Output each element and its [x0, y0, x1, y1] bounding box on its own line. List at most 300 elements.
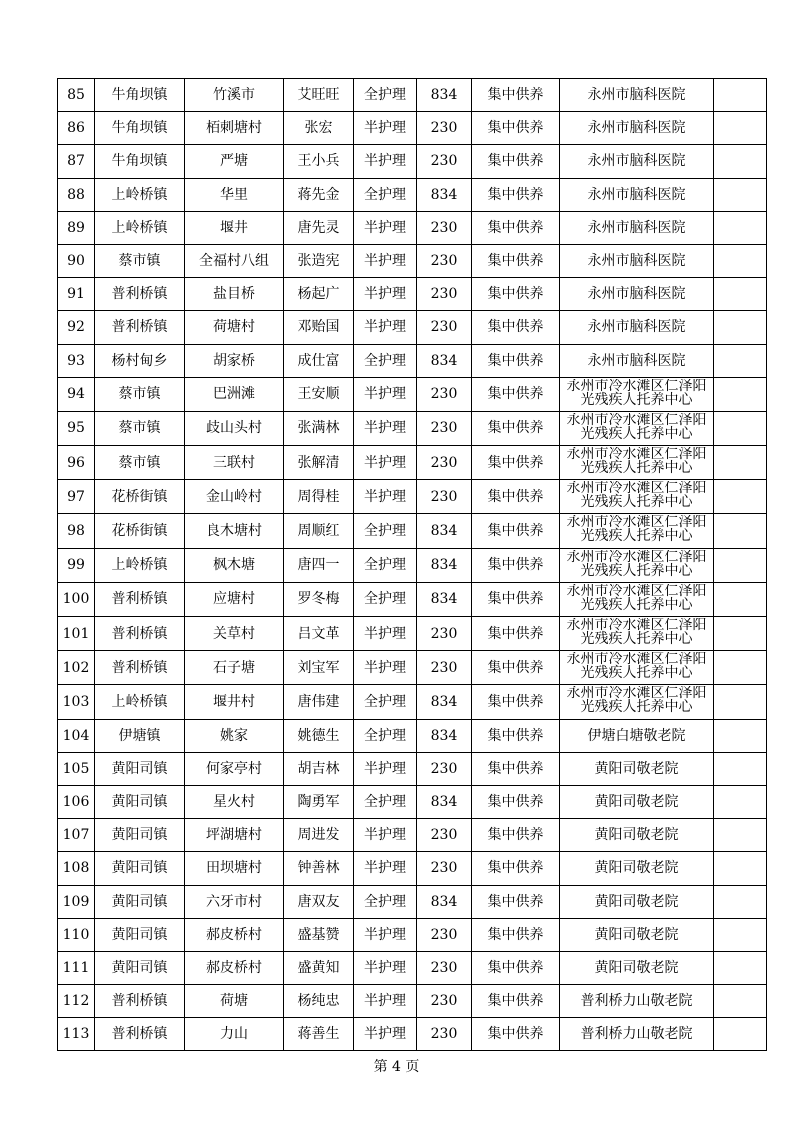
row-number: 93 — [58, 344, 95, 377]
village-cell: 三联村 — [185, 446, 284, 480]
support-mode-cell: 集中供养 — [472, 785, 560, 818]
care-level-cell: 半护理 — [354, 617, 417, 651]
institution-text: 永州市冷水滩区仁泽阳光残疾人托养中心 — [566, 378, 707, 408]
row-number: 85 — [58, 79, 95, 112]
institution-cell — [560, 514, 714, 548]
row-number: 101 — [58, 617, 95, 651]
institution-cell: 永州市脑科医院 — [560, 244, 714, 277]
institution-cell — [560, 617, 714, 651]
name-cell: 王安顺 — [284, 377, 354, 411]
records-table — [57, 78, 767, 1051]
support-mode-cell: 集中供养 — [472, 145, 560, 178]
name-cell: 周进发 — [284, 819, 354, 852]
row-number: 108 — [58, 852, 95, 885]
row-number: 91 — [58, 278, 95, 311]
row-number: 96 — [58, 446, 95, 480]
support-mode-cell: 集中供养 — [472, 685, 560, 719]
row-number: 112 — [58, 985, 95, 1018]
institution-text: 永州市冷水滩区仁泽阳光残疾人托养中心 — [566, 515, 707, 545]
note-cell — [714, 311, 767, 344]
amount-cell: 230 — [417, 852, 472, 885]
name-cell: 盛黄知 — [284, 951, 354, 984]
row-number: 111 — [58, 951, 95, 984]
institution-cell: 黄阳司敬老院 — [560, 852, 714, 885]
town-cell: 伊塘镇 — [95, 719, 185, 752]
care-level-cell: 全护理 — [354, 719, 417, 752]
table-row — [58, 344, 767, 377]
town-cell: 普利桥镇 — [95, 1018, 185, 1051]
amount-cell: 230 — [417, 651, 472, 685]
village-cell: 坪湖塘村 — [185, 819, 284, 852]
table-row — [58, 278, 767, 311]
institution-cell: 黄阳司敬老院 — [560, 819, 714, 852]
village-cell: 应塘村 — [185, 582, 284, 616]
row-number: 94 — [58, 377, 95, 411]
village-cell: 栢刺塘村 — [185, 112, 284, 145]
amount-cell: 834 — [417, 719, 472, 752]
care-level-cell: 全护理 — [354, 344, 417, 377]
village-cell: 盐目桥 — [185, 278, 284, 311]
support-mode-cell: 集中供养 — [472, 951, 560, 984]
town-cell: 上岭桥镇 — [95, 548, 185, 582]
row-number: 87 — [58, 145, 95, 178]
amount-cell: 834 — [417, 344, 472, 377]
table-row — [58, 514, 767, 548]
table-row — [58, 985, 767, 1018]
care-level-cell: 半护理 — [354, 752, 417, 785]
institution-cell: 黄阳司敬老院 — [560, 951, 714, 984]
row-number: 107 — [58, 819, 95, 852]
village-cell: 田坝塘村 — [185, 852, 284, 885]
town-cell: 花桥街镇 — [95, 480, 185, 514]
institution-cell — [560, 446, 714, 480]
institution-cell — [560, 411, 714, 445]
town-cell: 普利桥镇 — [95, 311, 185, 344]
village-cell: 何家亭村 — [185, 752, 284, 785]
amount-cell: 834 — [417, 582, 472, 616]
support-mode-cell: 集中供养 — [472, 752, 560, 785]
note-cell — [714, 548, 767, 582]
amount-cell: 230 — [417, 278, 472, 311]
name-cell: 周得桂 — [284, 480, 354, 514]
name-cell: 蒋善生 — [284, 1018, 354, 1051]
town-cell: 黄阳司镇 — [95, 785, 185, 818]
support-mode-cell: 集中供养 — [472, 1018, 560, 1051]
row-number: 89 — [58, 211, 95, 244]
note-cell — [714, 752, 767, 785]
village-cell: 枫木塘 — [185, 548, 284, 582]
name-cell: 杨起广 — [284, 278, 354, 311]
note-cell — [714, 685, 767, 719]
town-cell: 蔡市镇 — [95, 244, 185, 277]
care-level-cell: 半护理 — [354, 480, 417, 514]
village-cell: 石子塘 — [185, 651, 284, 685]
table-row — [58, 885, 767, 918]
amount-cell: 834 — [417, 548, 472, 582]
note-cell — [714, 651, 767, 685]
row-number: 97 — [58, 480, 95, 514]
institution-text: 永州市冷水滩区仁泽阳光残疾人托养中心 — [566, 686, 707, 716]
care-level-cell: 半护理 — [354, 852, 417, 885]
table-row — [58, 1018, 767, 1051]
row-number: 106 — [58, 785, 95, 818]
care-level-cell: 半护理 — [354, 411, 417, 445]
institution-cell: 黄阳司敬老院 — [560, 785, 714, 818]
amount-cell: 230 — [417, 377, 472, 411]
support-mode-cell: 集中供养 — [472, 651, 560, 685]
amount-cell: 230 — [417, 480, 472, 514]
note-cell — [714, 278, 767, 311]
amount-cell: 230 — [417, 1018, 472, 1051]
support-mode-cell: 集中供养 — [472, 211, 560, 244]
care-level-cell: 半护理 — [354, 951, 417, 984]
note-cell — [714, 244, 767, 277]
row-number: 109 — [58, 885, 95, 918]
page-number: 第 4 页 — [373, 1059, 420, 1075]
care-level-cell: 半护理 — [354, 145, 417, 178]
institution-cell — [560, 377, 714, 411]
care-level-cell: 全护理 — [354, 885, 417, 918]
village-cell: 严塘 — [185, 145, 284, 178]
note-cell — [714, 951, 767, 984]
village-cell: 荷塘村 — [185, 311, 284, 344]
note-cell — [714, 785, 767, 818]
row-number: 99 — [58, 548, 95, 582]
name-cell: 唐伟建 — [284, 685, 354, 719]
table-row — [58, 112, 767, 145]
name-cell: 钟善林 — [284, 852, 354, 885]
name-cell: 张满林 — [284, 411, 354, 445]
amount-cell: 834 — [417, 785, 472, 818]
institution-text: 永州市冷水滩区仁泽阳光残疾人托养中心 — [566, 447, 707, 477]
village-cell: 竹溪市 — [185, 79, 284, 112]
table-row — [58, 617, 767, 651]
amount-cell: 230 — [417, 918, 472, 951]
institution-text: 永州市冷水滩区仁泽阳光残疾人托养中心 — [566, 652, 707, 682]
village-cell: 郝皮桥村 — [185, 951, 284, 984]
institution-text: 永州市冷水滩区仁泽阳光残疾人托养中心 — [566, 481, 707, 511]
support-mode-cell: 集中供养 — [472, 112, 560, 145]
table-row — [58, 719, 767, 752]
care-level-cell: 全护理 — [354, 178, 417, 211]
support-mode-cell: 集中供养 — [472, 311, 560, 344]
note-cell — [714, 377, 767, 411]
care-level-cell: 全护理 — [354, 514, 417, 548]
note-cell — [714, 918, 767, 951]
care-level-cell: 全护理 — [354, 582, 417, 616]
note-cell — [714, 411, 767, 445]
row-number: 86 — [58, 112, 95, 145]
amount-cell: 230 — [417, 752, 472, 785]
row-number: 100 — [58, 582, 95, 616]
village-cell: 力山 — [185, 1018, 284, 1051]
village-cell: 六牙市村 — [185, 885, 284, 918]
village-cell: 歧山头村 — [185, 411, 284, 445]
support-mode-cell: 集中供养 — [472, 514, 560, 548]
table-row — [58, 178, 767, 211]
amount-cell: 230 — [417, 211, 472, 244]
town-cell: 黄阳司镇 — [95, 885, 185, 918]
support-mode-cell: 集中供养 — [472, 819, 560, 852]
town-cell: 蔡市镇 — [95, 446, 185, 480]
amount-cell: 230 — [417, 617, 472, 651]
support-mode-cell: 集中供养 — [472, 582, 560, 616]
institution-cell — [560, 480, 714, 514]
amount-cell: 230 — [417, 145, 472, 178]
care-level-cell: 全护理 — [354, 685, 417, 719]
note-cell — [714, 617, 767, 651]
support-mode-cell: 集中供养 — [472, 548, 560, 582]
village-cell: 郝皮桥村 — [185, 918, 284, 951]
table-row — [58, 582, 767, 616]
name-cell: 唐先灵 — [284, 211, 354, 244]
institution-cell: 伊塘白塘敬老院 — [560, 719, 714, 752]
table-row — [58, 918, 767, 951]
town-cell: 黄阳司镇 — [95, 752, 185, 785]
town-cell: 上岭桥镇 — [95, 685, 185, 719]
institution-cell: 黄阳司敬老院 — [560, 885, 714, 918]
care-level-cell: 全护理 — [354, 548, 417, 582]
institution-cell: 永州市脑科医院 — [560, 344, 714, 377]
name-cell: 成仕富 — [284, 344, 354, 377]
table-row — [58, 785, 767, 818]
amount-cell: 834 — [417, 685, 472, 719]
name-cell: 张造宪 — [284, 244, 354, 277]
note-cell — [714, 112, 767, 145]
name-cell: 艾旺旺 — [284, 79, 354, 112]
support-mode-cell: 集中供养 — [472, 852, 560, 885]
support-mode-cell: 集中供养 — [472, 480, 560, 514]
town-cell: 花桥街镇 — [95, 514, 185, 548]
care-level-cell: 半护理 — [354, 112, 417, 145]
town-cell: 黄阳司镇 — [95, 852, 185, 885]
table-row — [58, 244, 767, 277]
name-cell: 张宏 — [284, 112, 354, 145]
care-level-cell: 半护理 — [354, 377, 417, 411]
care-level-cell: 半护理 — [354, 985, 417, 1018]
amount-cell: 230 — [417, 244, 472, 277]
institution-cell — [560, 582, 714, 616]
table-row — [58, 377, 767, 411]
name-cell: 吕文革 — [284, 617, 354, 651]
village-cell: 堰井 — [185, 211, 284, 244]
support-mode-cell: 集中供养 — [472, 719, 560, 752]
table-row — [58, 79, 767, 112]
row-number: 98 — [58, 514, 95, 548]
care-level-cell: 半护理 — [354, 211, 417, 244]
village-cell: 巴洲滩 — [185, 377, 284, 411]
table-row — [58, 852, 767, 885]
town-cell: 杨村甸乡 — [95, 344, 185, 377]
name-cell: 周顺红 — [284, 514, 354, 548]
care-level-cell: 半护理 — [354, 278, 417, 311]
table-row — [58, 211, 767, 244]
town-cell: 普利桥镇 — [95, 582, 185, 616]
table-row — [58, 651, 767, 685]
town-cell: 牛角坝镇 — [95, 145, 185, 178]
institution-cell — [560, 651, 714, 685]
row-number: 103 — [58, 685, 95, 719]
amount-cell: 834 — [417, 514, 472, 548]
support-mode-cell: 集中供养 — [472, 446, 560, 480]
care-level-cell: 半护理 — [354, 446, 417, 480]
note-cell — [714, 985, 767, 1018]
amount-cell: 230 — [417, 446, 472, 480]
institution-text: 永州市冷水滩区仁泽阳光残疾人托养中心 — [566, 583, 707, 613]
support-mode-cell: 集中供养 — [472, 79, 560, 112]
amount-cell: 834 — [417, 885, 472, 918]
row-number: 105 — [58, 752, 95, 785]
row-number: 110 — [58, 918, 95, 951]
support-mode-cell: 集中供养 — [472, 244, 560, 277]
table-row — [58, 752, 767, 785]
care-level-cell: 半护理 — [354, 311, 417, 344]
town-cell: 上岭桥镇 — [95, 211, 185, 244]
support-mode-cell: 集中供养 — [472, 885, 560, 918]
support-mode-cell: 集中供养 — [472, 985, 560, 1018]
note-cell — [714, 344, 767, 377]
institution-cell: 黄阳司敬老院 — [560, 918, 714, 951]
note-cell — [714, 446, 767, 480]
institution-cell: 永州市脑科医院 — [560, 311, 714, 344]
table-row — [58, 685, 767, 719]
name-cell: 陶勇军 — [284, 785, 354, 818]
village-cell: 堰井村 — [185, 685, 284, 719]
row-number: 104 — [58, 719, 95, 752]
name-cell: 邓贻国 — [284, 311, 354, 344]
amount-cell: 230 — [417, 411, 472, 445]
name-cell: 胡吉林 — [284, 752, 354, 785]
note-cell — [714, 1018, 767, 1051]
support-mode-cell: 集中供养 — [472, 178, 560, 211]
table-row — [58, 145, 767, 178]
town-cell: 普利桥镇 — [95, 985, 185, 1018]
village-cell: 华里 — [185, 178, 284, 211]
note-cell — [714, 145, 767, 178]
row-number: 88 — [58, 178, 95, 211]
village-cell: 关草村 — [185, 617, 284, 651]
table-row — [58, 411, 767, 445]
note-cell — [714, 582, 767, 616]
name-cell: 刘宝军 — [284, 651, 354, 685]
village-cell: 胡家桥 — [185, 344, 284, 377]
institution-cell — [560, 685, 714, 719]
care-level-cell: 半护理 — [354, 918, 417, 951]
support-mode-cell: 集中供养 — [472, 278, 560, 311]
institution-cell: 永州市脑科医院 — [560, 278, 714, 311]
table-row — [58, 819, 767, 852]
amount-cell: 834 — [417, 178, 472, 211]
name-cell: 张解清 — [284, 446, 354, 480]
name-cell: 蒋先金 — [284, 178, 354, 211]
amount-cell: 230 — [417, 819, 472, 852]
note-cell — [714, 719, 767, 752]
institution-cell: 普利桥力山敬老院 — [560, 985, 714, 1018]
institution-cell: 黄阳司敬老院 — [560, 752, 714, 785]
institution-cell: 永州市脑科医院 — [560, 211, 714, 244]
village-cell: 星火村 — [185, 785, 284, 818]
name-cell: 罗冬梅 — [284, 582, 354, 616]
care-level-cell: 全护理 — [354, 79, 417, 112]
amount-cell: 230 — [417, 311, 472, 344]
row-number: 113 — [58, 1018, 95, 1051]
amount-cell: 230 — [417, 951, 472, 984]
support-mode-cell: 集中供养 — [472, 377, 560, 411]
institution-cell: 永州市脑科医院 — [560, 145, 714, 178]
note-cell — [714, 178, 767, 211]
care-level-cell: 半护理 — [354, 651, 417, 685]
care-level-cell: 半护理 — [354, 1018, 417, 1051]
care-level-cell: 半护理 — [354, 244, 417, 277]
town-cell: 黄阳司镇 — [95, 918, 185, 951]
note-cell — [714, 885, 767, 918]
amount-cell: 834 — [417, 79, 472, 112]
table-row — [58, 480, 767, 514]
support-mode-cell: 集中供养 — [472, 918, 560, 951]
town-cell: 牛角坝镇 — [95, 79, 185, 112]
records-body — [58, 79, 767, 1051]
row-number: 90 — [58, 244, 95, 277]
name-cell: 王小兵 — [284, 145, 354, 178]
amount-cell: 230 — [417, 112, 472, 145]
care-level-cell: 半护理 — [354, 819, 417, 852]
row-number: 92 — [58, 311, 95, 344]
institution-cell: 永州市脑科医院 — [560, 112, 714, 145]
note-cell — [714, 819, 767, 852]
support-mode-cell: 集中供养 — [472, 344, 560, 377]
institution-text: 永州市冷水滩区仁泽阳光残疾人托养中心 — [566, 412, 707, 442]
care-level-cell: 全护理 — [354, 785, 417, 818]
note-cell — [714, 852, 767, 885]
support-mode-cell: 集中供养 — [472, 617, 560, 651]
table-row — [58, 311, 767, 344]
town-cell: 黄阳司镇 — [95, 951, 185, 984]
amount-cell: 230 — [417, 985, 472, 1018]
village-cell: 姚家 — [185, 719, 284, 752]
institution-cell: 永州市脑科医院 — [560, 178, 714, 211]
institution-text: 永州市冷水滩区仁泽阳光残疾人托养中心 — [566, 618, 707, 647]
town-cell: 普利桥镇 — [95, 278, 185, 311]
note-cell — [714, 514, 767, 548]
town-cell: 蔡市镇 — [95, 411, 185, 445]
row-number: 102 — [58, 651, 95, 685]
row-number: 95 — [58, 411, 95, 445]
note-cell — [714, 480, 767, 514]
table-row — [58, 548, 767, 582]
village-cell: 良木塘村 — [185, 514, 284, 548]
town-cell: 黄阳司镇 — [95, 819, 185, 852]
institution-cell: 普利桥力山敬老院 — [560, 1018, 714, 1051]
town-cell: 牛角坝镇 — [95, 112, 185, 145]
institution-cell: 永州市脑科医院 — [560, 79, 714, 112]
name-cell: 唐双友 — [284, 885, 354, 918]
name-cell: 唐四一 — [284, 548, 354, 582]
village-cell: 全福村八组 — [185, 244, 284, 277]
town-cell: 蔡市镇 — [95, 377, 185, 411]
institution-cell — [560, 548, 714, 582]
name-cell: 姚德生 — [284, 719, 354, 752]
note-cell — [714, 211, 767, 244]
institution-text: 永州市冷水滩区仁泽阳光残疾人托养中心 — [566, 549, 707, 579]
town-cell: 上岭桥镇 — [95, 178, 185, 211]
town-cell: 普利桥镇 — [95, 617, 185, 651]
name-cell: 盛基赞 — [284, 918, 354, 951]
name-cell: 杨纯忠 — [284, 985, 354, 1018]
village-cell: 金山岭村 — [185, 480, 284, 514]
table-row — [58, 446, 767, 480]
support-mode-cell: 集中供养 — [472, 411, 560, 445]
town-cell: 普利桥镇 — [95, 651, 185, 685]
